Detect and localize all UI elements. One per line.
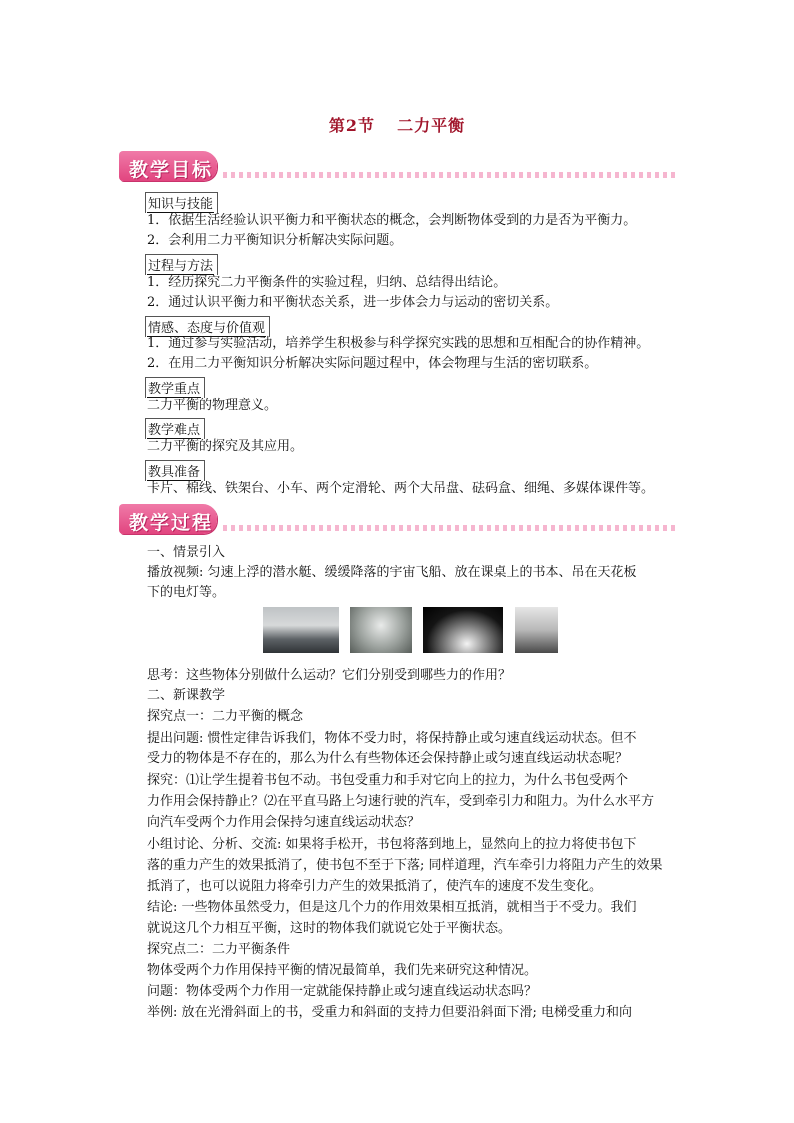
emotion-item-1: 1．通过参与实验活动，培养学生积极参与科学探究实践的思想和互相配合的协作精神。 xyxy=(147,336,650,351)
title-main: 二力平衡 xyxy=(397,116,466,135)
process-p3: 思考：这些物体分别做什么运动？它们分别受到哪些力的作用？ xyxy=(147,668,512,683)
process-p7b: 力作用会保持静止？⑵在平直马路上匀速行驶的汽车，受到牵引力和阻力。为什么水平方 xyxy=(147,794,655,809)
tools-text: 卡片、棉线、铁架台、小车、两个定滑轮、两个大吊盘、砝码盒、细绳、多媒体课件等。 xyxy=(147,481,655,496)
process-p9b: 就说这几个力相互平衡，这时的物体我们就说它处于平衡状态。 xyxy=(147,921,512,936)
process-p2a: 播放视频: 匀速上浮的潜水艇、缓缓降落的宇宙飞船、放在课桌上的书本、吊在天花板 xyxy=(147,565,637,580)
heading-tools: 教具准备 xyxy=(147,461,201,480)
method-item-2: 2．通过认识平衡力和平衡状态关系，进一步体会力与运动的密切关系。 xyxy=(147,295,559,310)
process-p11: 物体受两个力作用保持平衡的情况最简单，我们先来研究这种情况。 xyxy=(147,963,538,978)
emotion-item-2: 2．在用二力平衡知识分析解决实际问题过程中，体会物理与生活的密切联系。 xyxy=(147,356,598,371)
heading-key: 教学重点 xyxy=(147,378,201,397)
process-p2b: 下的电灯等。 xyxy=(147,585,226,600)
process-p8c: 抵消了，也可以说阻力将牵引力产生的效果抵消了，使汽车的速度不发生变化。 xyxy=(147,879,603,894)
process-p7c: 向汽车受两个力作用会保持匀速直线运动状态？ xyxy=(147,815,421,830)
process-p6b: 受力的物体是不存在的，那么为什么有些物体还会保持静止或匀速直线运动状态呢？ xyxy=(147,751,629,766)
process-p13: 举例: 放在光滑斜面上的书，受重力和斜面的支持力但要沿斜面下滑; 电梯受重力和向 xyxy=(147,1005,633,1020)
section-banner-process: 教学过程 xyxy=(119,504,679,534)
process-p7a: 探究：⑴让学生提着书包不动。书包受重力和手对它向上的拉力，为什么书包受两个 xyxy=(147,773,629,788)
process-p12: 问题：物体受两个力作用一定就能保持静止或匀速直线运动状态吗？ xyxy=(147,984,538,999)
ceiling-lamp-photo xyxy=(515,607,558,653)
page-title xyxy=(0,113,794,136)
heading-difficult: 教学难点 xyxy=(147,419,201,438)
process-p8a: 小组讨论、分析、交流: 如果将手松开，书包将落到地上，显然向上的拉力将使书包下 xyxy=(147,837,637,852)
banner-trail xyxy=(223,525,679,531)
heading-knowledge: 知识与技能 xyxy=(147,193,214,212)
spacecraft-parachute-photo xyxy=(350,607,412,653)
process-p6a: 提出问题: 惯性定律告诉我们，物体不受力时，将保持静止或匀速直线运动状态。但不 xyxy=(147,731,637,746)
knowledge-item-2: 2．会利用二力平衡知识分析解决实际问题。 xyxy=(147,233,403,248)
process-p9a: 结论: 一些物体虽然受力，但是这几个力的作用效果相互抵消，就相当于不受力。我们 xyxy=(147,900,637,915)
process-p4: 二、新课教学 xyxy=(147,688,226,703)
method-item-1: 1．经历探究二力平衡条件的实验过程，归纳、总结得出结论。 xyxy=(147,275,507,290)
difficult-text: 二力平衡的探究及其应用。 xyxy=(147,439,304,454)
banner-trail xyxy=(223,172,679,178)
submarine-photo xyxy=(263,607,339,653)
knowledge-item-1: 1．依据生活经验认识平衡力和平衡状态的概念，会判断物体受到的力是否为平衡力。 xyxy=(147,213,637,228)
process-p1: 一、情景引入 xyxy=(147,545,226,560)
process-p5: 探究点一：二力平衡的概念 xyxy=(147,709,304,724)
book-on-desk-photo xyxy=(423,607,503,653)
photo-strip xyxy=(0,607,794,653)
section-banner-goals: 教学目标 xyxy=(119,151,679,181)
process-p10: 探究点二：二力平衡条件 xyxy=(147,942,291,957)
title-prefix: 第2节 xyxy=(328,116,376,135)
heading-emotion: 情感、态度与价值观 xyxy=(147,317,266,336)
process-p8b: 落的重力产生的效果抵消了，使书包不至于下落; 同样道理，汽车牵引力将阻力产生的效果 xyxy=(147,858,663,873)
heading-method: 过程与方法 xyxy=(147,255,214,274)
key-text: 二力平衡的物理意义。 xyxy=(147,398,278,413)
